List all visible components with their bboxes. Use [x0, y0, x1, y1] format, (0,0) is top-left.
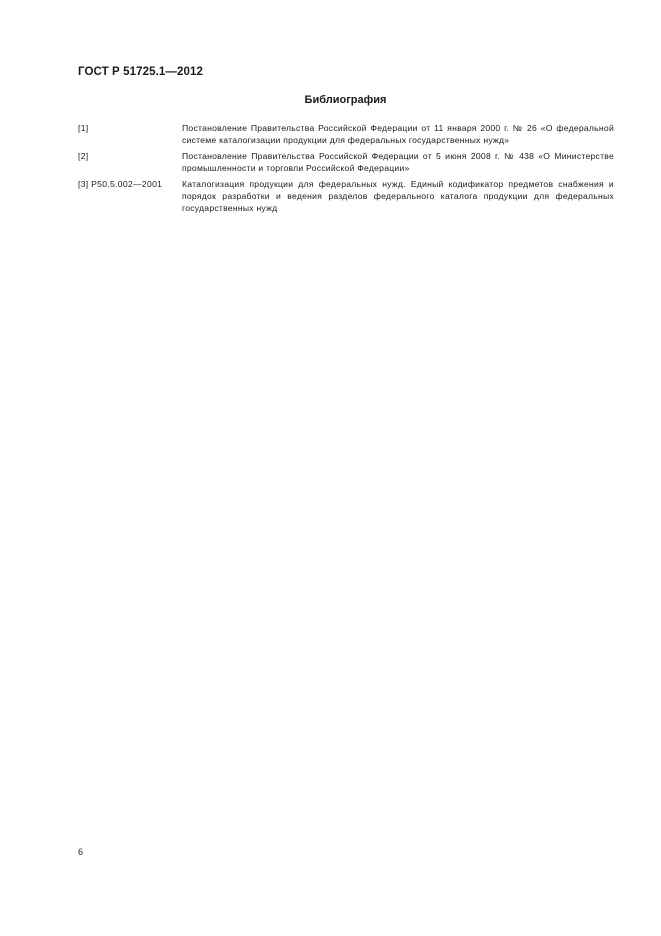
bibliography-ref: [1] — [78, 123, 89, 133]
bibliography-entry — [78, 122, 614, 147]
bibliography-text: Каталогизация продукции для федеральных нужд. Единый кодификатор предметов снабжения и порядок разработки и ведения разделов федерального каталога продукции для федеральных государственных нужд — [182, 178, 614, 214]
bibliography-text: Постановление Правительства Российской Федерации от 11 января 2000 г. № 26 «О федеральной системе каталогизации продукции для федеральных государственных нужд» — [182, 123, 614, 146]
bibliography-text: Постановление Правительства Российской Федерации от 5 июня 2008 г. № 438 «О Министерстве промышленности и торговли Российской Федерации» — [182, 150, 614, 174]
bibliography-list — [78, 122, 614, 218]
bibliography-entry — [78, 150, 614, 175]
page-number: 6 — [78, 847, 84, 857]
bibliography-ref: [3] Р50.5.002—2001 — [78, 178, 163, 189]
section-title: Библиография — [304, 94, 387, 106]
document-code: ГОСТ Р 51725.1—2012 — [78, 66, 203, 78]
bibliography-entry — [78, 178, 614, 215]
bibliography-ref: [2] — [78, 150, 89, 161]
